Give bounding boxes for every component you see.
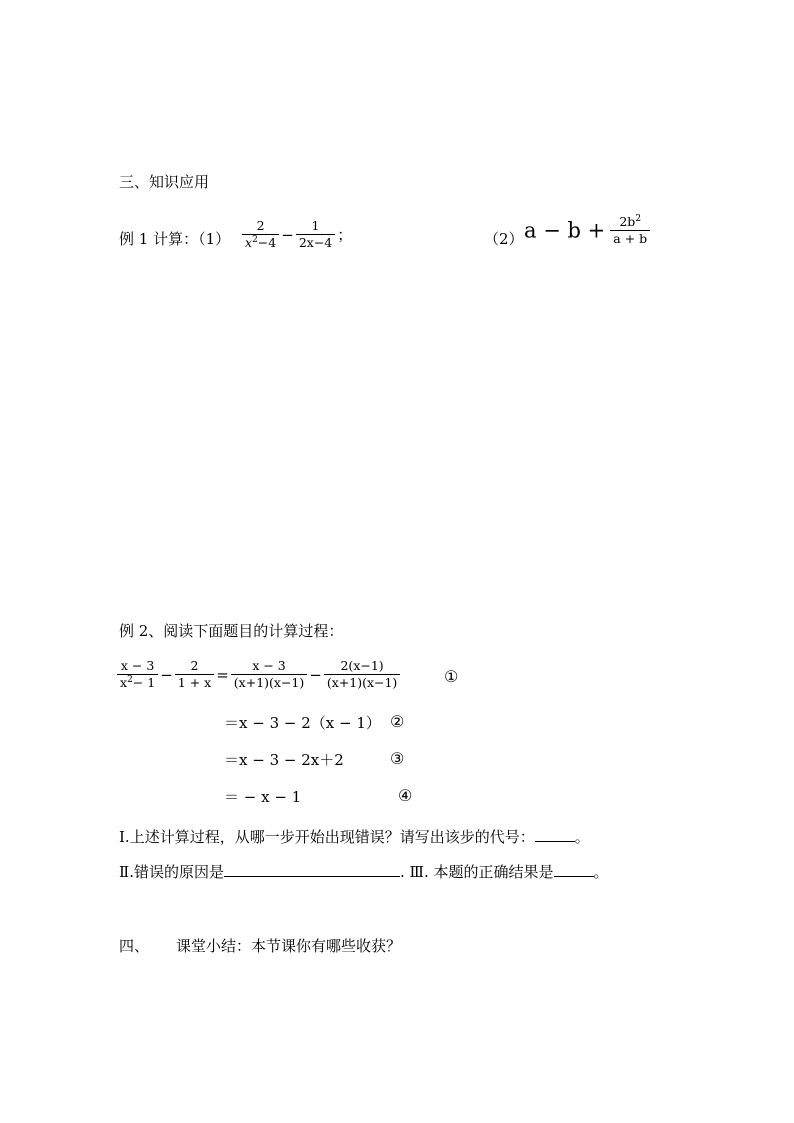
question-1: [119, 827, 590, 847]
example1-label: 例 1 计算：（1）: [119, 230, 231, 248]
step-4: ＝ − x − 1: [224, 788, 302, 806]
example2-equation-line1: [117, 658, 400, 691]
fraction: [324, 658, 400, 691]
fraction-denominator: [117, 675, 158, 691]
step-mark-1: ①: [444, 667, 459, 686]
question-3-text: . Ⅲ. 本题的正确结果是: [399, 863, 554, 881]
den-rest: −4: [257, 235, 277, 250]
example1-part2-expression: [524, 214, 650, 247]
exponent: 2: [127, 674, 133, 685]
answer-blank-2[interactable]: [224, 862, 400, 877]
fraction-numerator: [610, 214, 650, 231]
fraction: [117, 658, 158, 691]
section-four-title: 课堂小结：本节课你有哪些收获？: [176, 937, 402, 955]
example2-intro: 例 2、阅读下面题目的计算过程：: [119, 622, 344, 640]
num-base: 2b: [619, 214, 636, 229]
section-three-title: 三、知识应用: [119, 173, 210, 191]
semicolon: ；: [337, 226, 353, 244]
minus-operator: −: [281, 225, 294, 244]
example1-part2-label: （2）: [484, 230, 524, 248]
fraction-denominator: (x+1)(x−1): [326, 675, 398, 690]
step-mark-2: ②: [390, 712, 405, 731]
step-mark-4: ④: [398, 786, 413, 805]
fraction: [296, 218, 335, 251]
step-2: ＝x − 3 − 2（x − 1）: [224, 714, 381, 732]
equals-sign: =: [216, 665, 229, 684]
fraction-numerator: 2(x−1): [324, 658, 400, 675]
question-2-text: Ⅱ.错误的原因是: [119, 863, 224, 881]
fraction: [231, 658, 307, 691]
exponent: 2: [635, 213, 642, 224]
fraction: [610, 214, 650, 247]
minus-operator: −: [160, 665, 173, 684]
fraction-numerator: 2: [242, 218, 279, 235]
fraction-denominator: 2x−4: [298, 235, 333, 250]
exponent: 2: [252, 234, 258, 245]
answer-blank-3[interactable]: [554, 862, 594, 877]
example1-part1-expression: [242, 218, 354, 251]
fraction-numerator: 2: [175, 658, 214, 675]
question-1-end: 。: [574, 828, 590, 846]
den-base: x: [120, 675, 128, 690]
den-rest: − 1: [132, 675, 156, 690]
fraction-denominator: a + b: [613, 231, 648, 246]
fraction-denominator: 1 + x: [177, 675, 212, 690]
expr-a-minus-b-plus: a − b +: [524, 218, 606, 243]
question-3-end: 。: [593, 863, 609, 881]
fraction-numerator: 1: [296, 218, 335, 235]
section-four-number: 四、: [119, 937, 150, 955]
var-x: x: [245, 235, 253, 250]
fraction: [175, 658, 214, 691]
fraction: [242, 218, 279, 251]
fraction-numerator: x − 3: [231, 658, 307, 675]
answer-blank-1[interactable]: [535, 827, 575, 842]
question-2-3: [119, 862, 609, 882]
fraction-denominator: [242, 235, 279, 251]
minus-operator: −: [309, 665, 322, 684]
fraction-denominator: (x+1)(x−1): [233, 675, 305, 690]
step-3: ＝x − 3 − 2x＋2: [224, 751, 344, 769]
step-mark-3: ③: [390, 749, 405, 768]
question-1-text: Ⅰ.上述计算过程，从哪一步开始出现错误？请写出该步的代号：: [119, 828, 535, 846]
fraction-numerator: x − 3: [117, 658, 158, 675]
